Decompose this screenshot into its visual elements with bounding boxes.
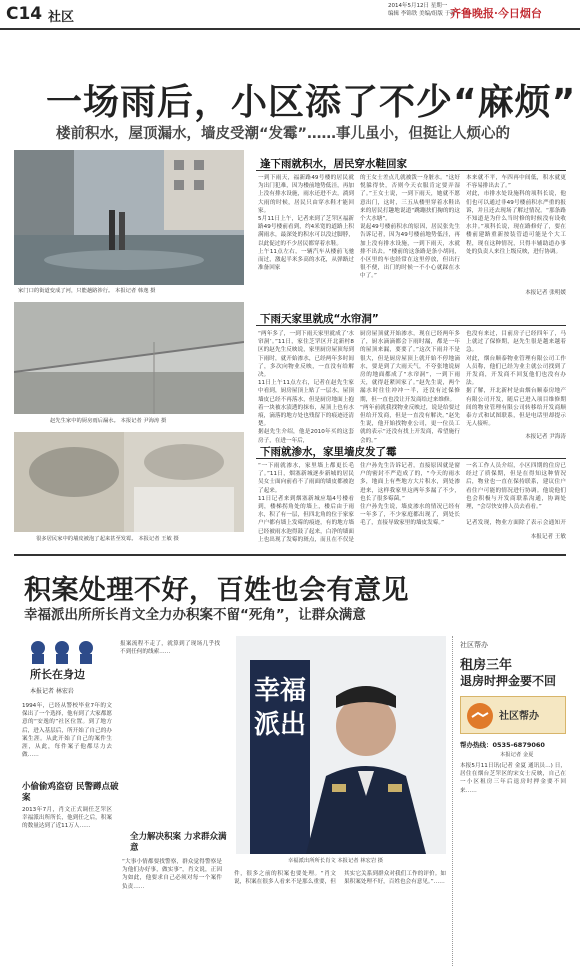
portrait-caption: 幸福派出所所长肖文 本报记者 林宏岩 摄 <box>288 858 384 864</box>
story-divider <box>14 554 566 556</box>
station-sign: 幸福派出 <box>253 676 306 740</box>
story2-col-d: “大事小情都要找警察，群众觉得警察是为他们办好事，做实事”，肖文说，正因为如此，他要求自己必须对每一个案件负责…… <box>122 859 222 890</box>
sidebar-reporter: 本报记者 金夏 <box>500 752 534 758</box>
photo-moldy-wall <box>14 432 244 532</box>
story2-subhead-b: 全力解决积案 力求群众满意 <box>130 832 227 853</box>
sidebar-title-2: 退房时押金要不回 <box>460 674 557 688</box>
handshake-icon <box>465 701 495 731</box>
story2-subhead-a: 小偷偷鸡盗窃 民警蹲点破案 <box>22 782 119 803</box>
section1-reporter: 本报记者 张明媛 <box>525 290 566 296</box>
police-mascot-icon <box>22 638 108 664</box>
photo-flooded-street <box>14 150 244 285</box>
photo3-caption: 很多居民家中的墙皮被泡了起来甚至发霉。 本报记者 王敏 摄 <box>36 536 179 542</box>
photo2-caption: 赵先生家中的厨房雨后漏水。 本报记者 尹海涛 摄 <box>50 418 167 424</box>
section-label: 社区 <box>48 10 75 25</box>
kitchen-photo-art <box>14 302 244 414</box>
story2-col-b: 2013年7月，肖文正式调任芝罘区幸福派出所所长，他到任之后，积案的数量达到了近11万人…… <box>22 807 112 830</box>
section3-reporter: 本报记者 王敏 <box>530 534 566 540</box>
story2-intro-reporter: 本报记者 林宏岩 <box>30 688 74 695</box>
section2-col-c: 也没有来过，目前房子已经四年了，马上就过了保修期，赵先生很是越来越着急。 对此，烟台顺泰物业管理有限公司工作人员称，他们已经为业主就公司找到了开发商，开发商不回复他们也没有办法。 据了解，开北新村是由烟台顺泰房地产有限公司开发，随后已进入项目维修期间的物业管理有限公司转移给开发商顺泰方式和试图联系，但是电话里却提示无人接听。 <box>466 331 566 428</box>
police-figures-icon <box>22 638 108 664</box>
sidebar-text: 本报5月11日讯(记者 金夏 通讯员…) 日，居住在烟台芝罘区的宋女士反映，自己在一小区租房三年后退房时押金要不回来…… <box>460 763 566 794</box>
story2-col-a: 1994年，已经从警校毕业7年的文保出了一个选择，他有到了大家都愿意的“安逸的”社区位置。到了地方后，进入基层后，所开始了自己的办案生涯。从此开始了自己的案件生涯，从此，每件案子他都尽力去做…… <box>22 703 112 759</box>
flood-photo-art <box>14 150 244 285</box>
section3-title: 下雨就渗水，家里墙皮发了霉 <box>260 446 397 458</box>
dateline: 2014年5月12日 星期一 编辑 李锦铁 美编/组版 于蕾 <box>388 3 456 17</box>
story1-headline: 一场雨后，小区添了不少“麻烦” <box>46 82 577 123</box>
section3-col-c: 一名工作人员介绍，小区四期的住房已经过了质保期，但是在得知这种情况后，物业也一直在保持联系，建议住户看住户可能的情况进行协调。他说他们也会积极与开发商联系沟通，协调处理，“会尽快安排人员去看看。” 记者发现，物业方面除了表示会通知开 <box>466 463 566 527</box>
section1-col-a: 一到下雨天，福新路49号楼的居民就为出门犯难，因为楼前地势低洼，再加上没有排水设施，雨水还进不去，淌到大雨的时候，居民只由穿水鞋才能回家。 5月11日上午，记者来到了芝罘区福新路49号楼前看到，约4米宽的道路上积满雨水，最深处的积水可以没过脚脖，以此促过的不少居民都穿着水鞋。 上午11点左右，一辆汽车从楼前飞驰而过，激起半米多高的水花，从弹路过准备回家 <box>258 175 354 272</box>
photo-leaking-kitchen <box>14 302 244 414</box>
story2-headline: 积案处理不好，百姓也会有意见 <box>24 575 409 606</box>
story1-subhead: 楼前积水，屋顶漏水，墙皮受潮“发霉”……事儿虽小，但挺让人烦心的 <box>56 126 511 142</box>
section1-title: 逢下雨就积水，居民穿水鞋回家 <box>260 158 407 170</box>
section3-col-b: 住户孙先生告诉记者，直接原因就是窗户的密封不严造成了的，“今天的雨水多，地面上有些地方大片积水，到处渗进来，这样我家里这两年多漏了不少，也长了很多霉菌。” 住户孙先生说，墙皮渗水的情况已经有一年多了，不少家庭都出现了，到处长毛了，直接导致家里的墙皮发霉。” <box>360 463 460 527</box>
story2-col-c: 报案流程不走了，就算到了现场几乎找不到任何的线索…… <box>120 641 220 656</box>
section1-col-c: 本来就不平，车四再中间低，积水就更不容易排出去了。” 对此，市排水处设施科的项科长说，他们也可以通过非49号楼前积水严重的报诉，并且还去现场了解过情况。“那条路不知道是为什么当时修的时候没有设收水井。”项科长说，现在路修好了，要在楼前建路重新按装管道可能是个大工程，现在这种情况，只得丰辅助道办事处的负责人来往上级反映，进行协调。 <box>466 175 566 255</box>
story2-col-e: 件，很多之前的积案也要处理。“肖文说，积案在很多人看来不是那么重要，但其实它关系到群众对我们工作的评价。如果积案处理不好，百姓也会有意见。”…… <box>234 871 446 886</box>
sidebar-divider <box>452 636 453 966</box>
page-number: C14 <box>6 4 43 24</box>
sidebar-title-1: 租房三年 <box>460 658 513 673</box>
section2-reporter: 本报记者 尹海涛 <box>525 434 566 440</box>
section2-title: 下雨天家里就成“水帘洞” <box>260 313 379 325</box>
wall-photo-art <box>14 432 244 532</box>
section3-rule <box>256 458 566 459</box>
masthead <box>0 0 580 30</box>
section2-rule <box>256 325 566 326</box>
help-badge-label: 社区帮办 <box>499 711 539 722</box>
section2-col-b: 厨房屋顶就开始渗水，现在已经两年多了，厨水滴滴都会下雨时漏，都是一年的屋顶来漏，要要了。”这次下雨并不是很大，但是厨房屋顶上就开始不停地滴水，要是到了大雨天气，不夸张地说厨房的地面都成了“水帘洞”，一到下雨天，就得赶紧回家了。”赵先生说，两个漏水时往往冲冲一半，还没有过保修期，但一直也没让开发商给过来维修。 “两年前就我找物业反映过，说是给要过但给开发商，但是一直没有解决。”赵先生说，他开始找物业公司，更一位员工就的表示“还没有找上开发商，希望施行会的。” <box>360 331 460 444</box>
story2-badge: 所长在身边 <box>30 668 85 681</box>
photo1-caption: 家门口的街道变成了河，只能趟路涉行。 本报记者 韩逸 摄 <box>18 288 156 294</box>
help-badge <box>460 696 566 734</box>
section2-col-a: “两年多了，一到下雨天家里就成了‘水帘洞’。”11日，家住芝罘区开北新村8区的赵先生反映说，家里厨房屋顶每到下雨时，就开始渗水，已经两年多时间了，多次向物业反映，一直没有给解决。 11日上午11点左右，记者在赵先生家中看到，厨房屋顶上贴了一层水，屋顶墙皮已经不再落水，但是厨房地面上抱着一块被水渍透的抹布，屋顶上也有水痕，滴落的地方处也残留下的痕迹还清楚。 据赵先生介绍，他是2010年买的这套房子，在进一年后， <box>258 331 354 444</box>
help-hotline: 帮办热线：0535-6879060 <box>460 741 545 749</box>
newspaper-brand: 齐鲁晚报·今日烟台 <box>450 7 542 20</box>
sidebar-header: 社区帮办 <box>460 641 488 649</box>
section1-col-b: 的王女士差点儿就被泼一身脏水。“这好悦躲得快，否则今天衣服肯定要弄湿了。”王女士说，一到下雨天，她就不愿意出门，这时，三五从楼里穿着水鞋出来的居民打趣地说道“跳蹦扶们掬的的这个大水塘”。 说起49号楼前积水的原因，居民张先生告诉记者，因为49号楼前地势低洼，再加上没有排水设施，一到下雨天，水就排不出去。“楼前的这条路是条小胡同，小区里的车也经常在这里停放，但出行很不便，出门的时候一不小心就踩在水中了。” <box>360 175 460 280</box>
section1-rule <box>256 170 566 171</box>
section3-col-a: “一下雨就渗水，家里墙上都更长毛了。”11日，烟塞新城逐步新城的居民吴女士面向前看不了雨面的墙皮都被泡了起来。 11日记者来到烟塞新城应塌4号楼看到，楼梯拐角处的墙上，楼后由于雨水，积了有一层，但四北角的位于家家户户都有墙上发霉的痕迹，有的地方墙已经被雨水泡得鼓了起来，白净的墙面上也出现了发霉的斑点，而且在不仅是 <box>258 463 354 542</box>
story2-subhead: 幸福派出所所长肖文全力办积案不留“死角”，让群众满意 <box>24 607 366 623</box>
